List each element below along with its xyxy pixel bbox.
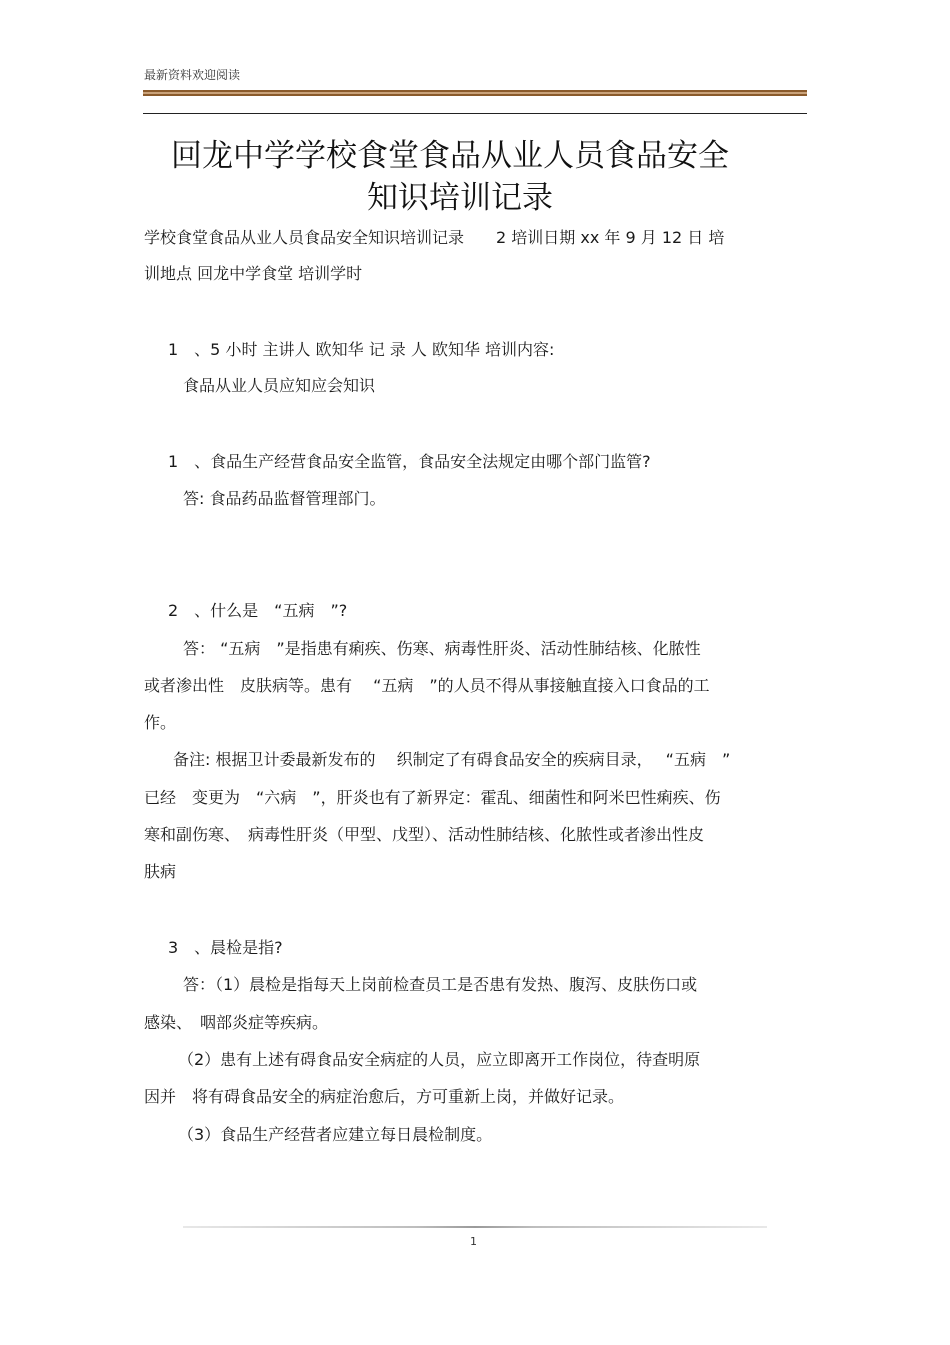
note-2-line-4: 肤病 bbox=[144, 862, 177, 881]
note-2-line-2: 已经 变更为 “六病 ”，肝炎也有了新界定：霍乱、细菌性和阿米巴性痢疾、伤 bbox=[144, 788, 721, 807]
item-3-2-line-2: 因并 将有碍食品安全的病症治愈后，方可重新上岗，并做好记录。 bbox=[144, 1087, 625, 1106]
answer-1: 答: 食品药品监督管理部门。 bbox=[183, 489, 386, 508]
header-note: 最新资料欢迎阅读 bbox=[144, 68, 241, 82]
session-line-2: 食品从业人员应知应会知识 bbox=[183, 376, 376, 395]
answer-3-line-2: 感染、 咽部炎症等疾病。 bbox=[144, 1013, 329, 1032]
answer-2-line-2: 或者渗出性 皮肤病等。患有 “五病 ”的人员不得从事接触直接入口食品的工 bbox=[144, 676, 710, 695]
header-thin-rule bbox=[143, 113, 807, 114]
question-1: 1 、食品生产经营食品安全监管，食品安全法规定由哪个部门监管? bbox=[168, 452, 651, 471]
document-title-line-1: 回龙中学学校食堂食品从业人员食品安全 bbox=[171, 138, 729, 174]
document-title-line-2: 知识培训记录 bbox=[367, 180, 553, 216]
answer-2-line-1: 答： “五病 ”是指患有痢疾、伤寒、病毒性肝炎、活动性肺结核、化脓性 bbox=[183, 639, 701, 658]
question-2: 2 、什么是 “五病 ”? bbox=[168, 601, 348, 620]
session-line-1: 1 、5 小时 主讲人 欧知华 记 录 人 欧知华 培训内容: bbox=[168, 340, 555, 359]
answer-3-line-1: 答：（1）晨检是指每天上岗前检查员工是否患有发热、腹泻、皮肤伤口或 bbox=[183, 975, 698, 994]
intro-line-2: 训地点 回龙中学食堂 培训学时 bbox=[144, 264, 363, 283]
note-2-line-1: 备注: 根据卫计委最新发布的 织制定了有碍食品安全的疾病目录， “五病 ” bbox=[173, 750, 731, 769]
intro-line-1: 学校食堂食品从业人员食品安全知识培训记录 2 培训日期 xx 年 9 月 12 日 培 bbox=[144, 228, 725, 247]
answer-2-line-3: 作。 bbox=[144, 713, 177, 732]
note-2-line-3: 寒和副伤寒、 病毒性肝炎（甲型、戊型）、活动性肺结核、化脓性或者渗出性皮 bbox=[144, 825, 705, 844]
question-3: 3 、晨检是指? bbox=[168, 938, 283, 957]
item-3-2-line-1: （2）患有上述有碍食品安全病症的人员，应立即离开工作岗位，待查明原 bbox=[178, 1050, 701, 1069]
page-number: 1 bbox=[470, 1235, 477, 1248]
footer-rule bbox=[183, 1226, 767, 1228]
header-decorative-rule bbox=[143, 90, 807, 96]
item-3-3: （3）食品生产经营者应建立每日晨检制度。 bbox=[178, 1125, 493, 1144]
